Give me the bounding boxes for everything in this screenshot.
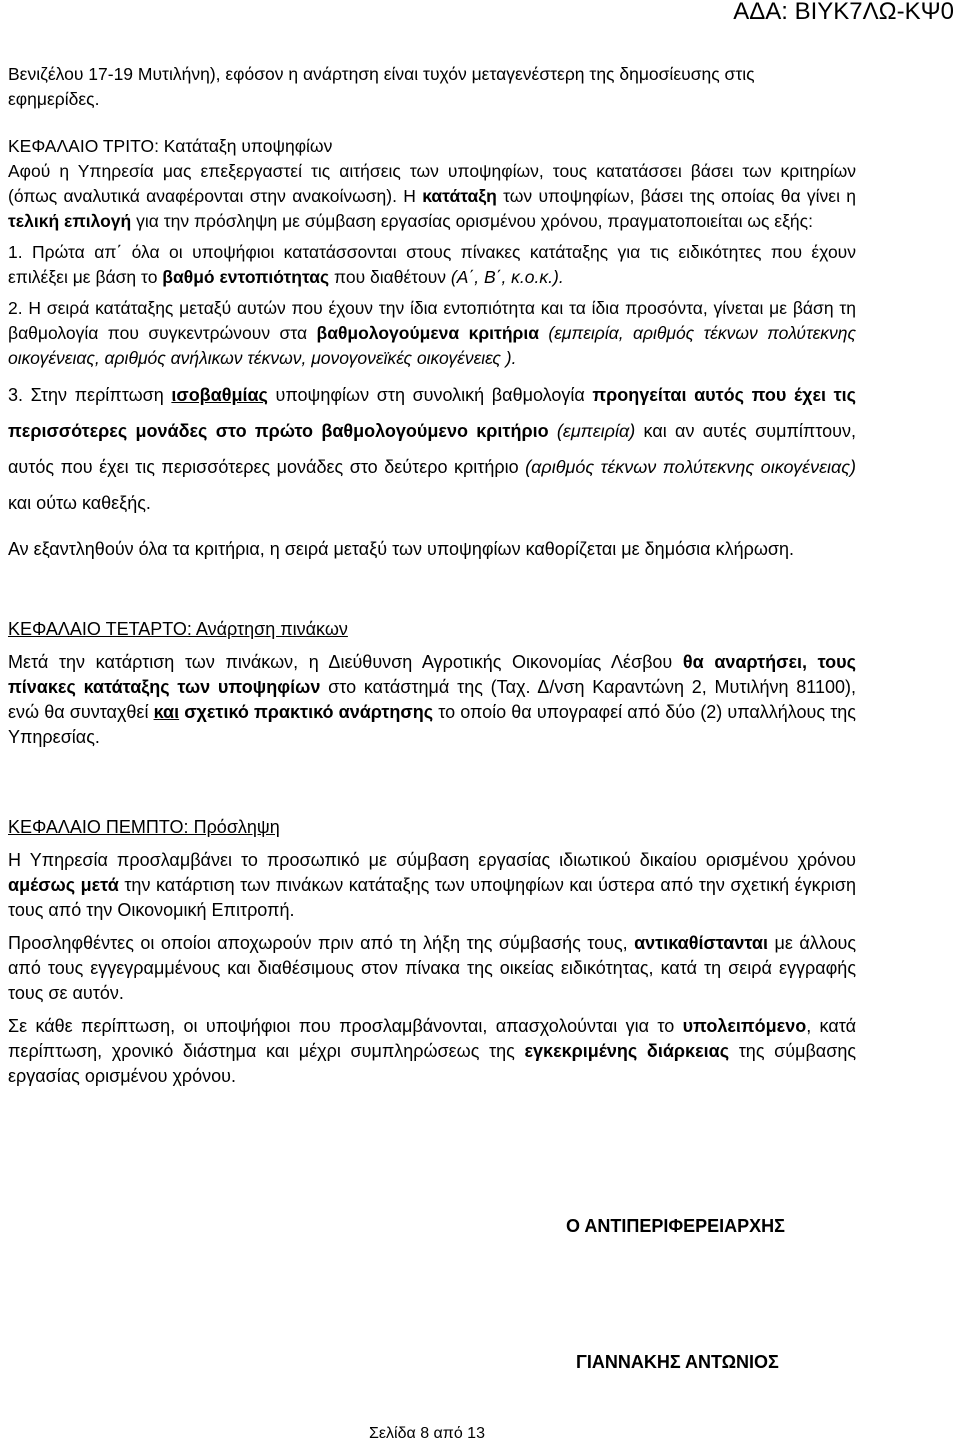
signature-title: Ο ΑΝΤΙΠΕΡΙΦΕΡΕΙΑΡΧΗΣ [566,1216,785,1236]
chapter-5-heading: ΚΕΦΑΛΑΙΟ ΠΕΜΠΤΟ: Πρόσληψη [8,817,280,837]
chapter-5-paragraph-2: Προσληφθέντες οι οποίοι αποχωρούν πριν από τη λήξη της σύμβασής τους, αντικαθίστανται με άλλους από τους εγγεγραμμένους και διαθέσιμους στον πίνακα της οικείας ειδικότητας, κατά τη σειρά εγγραφής τους σε αυτόν. [8,933,857,1003]
chapter-4-paragraph-1: Μετά την κατάρτιση των πινάκων, η Διεύθυνση Αγροτικής Οικονομίας Λέσβου θα αναρτήσει, τους πίνακες κατάταξης των υποψηφίων στο κατάστημά της (Ταχ. Δ/νση Καραντώνη 2, Μυτιλήνη 81100), ενώ θα συνταχθεί και σχετικό πρακτικό ανάρτησης το οποίο θα υπογραφεί από δύο (2) υπαλλήλους της Υπηρεσίας. [8,652,856,747]
chapter-3-item-1: 1. Πρώτα απ΄ όλα οι υποψήφιοι κατατάσσονται στους πίνακες κατάταξης για τις ειδικότητες που έχουν επιλέξει με βάση το βαθμό εντοπιότητας που διαθέτουν (Α΄, Β΄, κ.ο.κ.). [8,242,856,287]
chapter-3-item-2: 2. Η σειρά κατάταξης μεταξύ αυτών που έχουν την ίδια εντοπιότητα και τα ίδια προσόντα, γίνεται με βάση τη βαθμολογία που συγκεντρώνουν στα βαθμολογούμενα κριτήρια (εμπειρία, αριθμός τέκνων πολύτεκνης οικογένειας, αριθμός ανήλικων τέκνων, μονογονεϊκές οικογένειες ). [8,298,856,368]
ada-code: ΑΔΑ: ΒΙΥΚ7ΛΩ-ΚΨ0 [733,0,954,25]
chapter-3-heading: ΚΕΦΑΛΑΙΟ ΤΡΙΤΟ: Κατάταξη υποψηφίων [8,136,333,156]
chapter-3-paragraph-1: Αφού η Υπηρεσία μας επεξεργαστεί τις αιτήσεις των υποψηφίων, τους κατατάσσει βάσει των κριτηρίων (όπως αναλυτικά αναφέρονται στην ανακοίνωση). Η κατάταξη των υποψηφίων, βάσει της οποίας θα γίνει η τελική επιλογή για την πρόσληψη με σύμβαση εργασίας ορισμένου χρόνου, πραγματοποιείται ως εξής: [8,161,857,231]
intro-paragraph: Βενιζέλου 17-19 Μυτιλήνη), εφόσον η ανάρτηση είναι τυχόν μεταγενέστερη της δημοσίευσης στις εφημερίδες. [8,64,755,109]
page-number: Σελίδα 8 από 13 [369,1425,485,1442]
document-body [8,62,856,1089]
signature-name: ΓΙΑΝΝΑΚΗΣ ΑΝΤΩΝΙΟΣ [576,1352,779,1372]
chapter-3-paragraph-2: Αν εξαντληθούν όλα τα κριτήρια, η σειρά μεταξύ των υποψηφίων καθορίζεται με δημόσια κλήρωση. [8,539,795,559]
chapter-5-paragraph-1: Η Υπηρεσία προσλαμβάνει το προσωπικό με σύμβαση εργασίας ιδιωτικού δικαίου ορισμένου χρόνου αμέσως μετά την κατάρτιση των πινάκων κατάταξης των υποψηφίων και ύστερα από την σχετική έγκριση τους από την Οικονομική Επιτροπή. [8,850,857,920]
chapter-5-paragraph-3: Σε κάθε περίπτωση, οι υποψήφιοι που προσλαμβάνονται, απασχολούνται για το υπολειπόμενο, κατά περίπτωση, χρονικό διάστημα και μέχρι συμπληρώσεως της εγκεκριμένης διάρκειας της σύμβασης εργασίας ορισμένου χρόνου. [8,1016,857,1086]
chapter-4-heading: ΚΕΦΑΛΑΙΟ ΤΕΤΑΡΤΟ: Ανάρτηση πινάκων [8,619,348,639]
chapter-3-item-3: 3. Στην περίπτωση ισοβαθμίας υποψηφίων στη συνολική βαθμολογία προηγείται αυτός που έχει τις περισσότερες μονάδες στο πρώτο βαθμολογούμενο κριτήριο (εμπειρία) και αν αυτές συμπίπτουν, αυτός που έχει τις περισσότερες μονάδες στο δεύτερο κριτήριο (αριθμός τέκνων πολύτεκνης οικογένειας) και ούτω καθεξής. [8,385,857,513]
